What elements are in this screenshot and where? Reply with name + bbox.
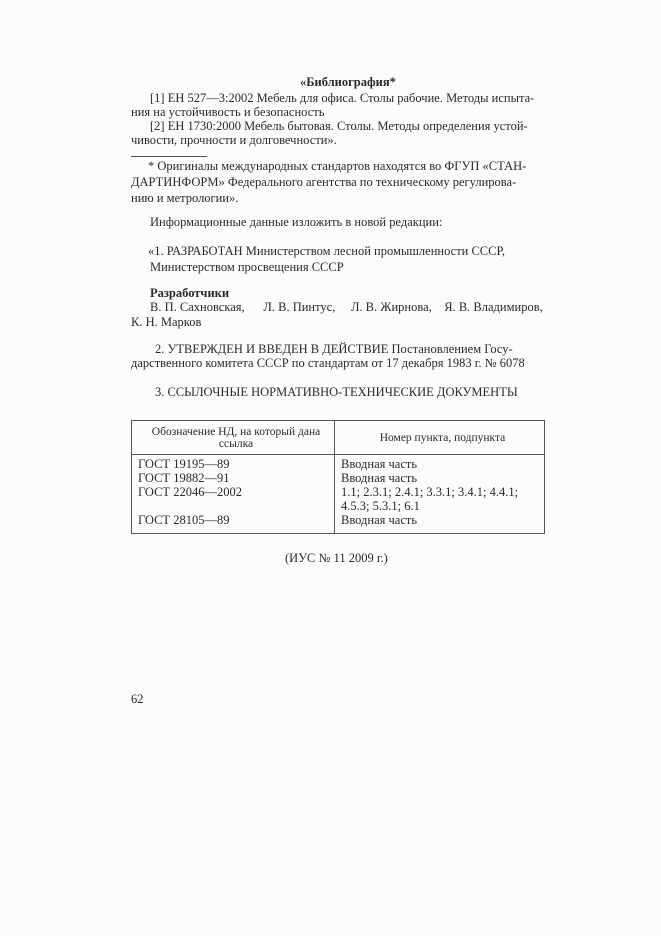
table-cell-clause: 1.1; 2.3.1; 2.4.1; 3.3.1; 3.4.1; 4.4.1; 4.5.3; 5.3.1; 6.1 xyxy=(335,485,545,513)
table-cell-clause: Вводная часть xyxy=(335,455,545,472)
section2-line: дарственного комитета СССР по стандартам от 17 декабря 1983 г. № 6078 xyxy=(131,356,525,370)
footnote-line: нию и метрологии». xyxy=(131,191,239,205)
table-row xyxy=(132,455,545,472)
table-header-cell: Номер пункта, подпункта xyxy=(335,421,545,455)
footnote-line: * Оригиналы международных стандартов находятся во ФГУП «СТАН- xyxy=(148,159,527,173)
info-intro: Информационные данные изложить в новой редакции: xyxy=(150,215,443,229)
table-cell-clause: Вводная часть xyxy=(335,471,545,485)
table-cell-designation: ГОСТ 28105—89 xyxy=(132,513,335,534)
table-cell-designation: ГОСТ 19195—89 xyxy=(132,455,335,472)
bibliography-line: [2] ЕН 1730:2000 Мебель бытовая. Столы. Методы определения устой- xyxy=(150,119,528,133)
table-row xyxy=(132,471,545,485)
footnote-divider xyxy=(131,156,207,157)
table-header-row xyxy=(132,421,545,455)
bibliography-title: «Библиография* xyxy=(300,75,396,89)
bibliography-line: чивости, прочности и долговечности». xyxy=(131,133,337,147)
table-cell-clause: Вводная часть xyxy=(335,513,545,534)
section1-line: «1. РАЗРАБОТАН Министерством лесной промышленности СССР, xyxy=(148,244,506,258)
table-row xyxy=(132,513,545,534)
table-row xyxy=(132,485,545,513)
table-cell-designation: ГОСТ 22046—2002 xyxy=(132,485,335,513)
developers-line: К. Н. Марков xyxy=(131,315,202,329)
table-cell-designation: ГОСТ 19882—91 xyxy=(132,471,335,485)
section1-line: Министерством просвещения СССР xyxy=(150,260,344,274)
page-number: 62 xyxy=(131,692,144,706)
reference-table xyxy=(131,420,545,534)
bibliography-line: [1] ЕН 527—3:2002 Мебель для офиса. Столы рабочие. Методы испыта- xyxy=(150,91,535,105)
section2-line: 2. УТВЕРЖДЕН И ВВЕДЕН В ДЕЙСТВИЕ Постановлением Госу- xyxy=(155,342,513,356)
ius-note: (ИУС № 11 2009 г.) xyxy=(285,551,388,565)
footnote-line: ДАРТИНФОРМ» Федерального агентства по техническому регулирова- xyxy=(131,175,517,189)
section3-title: 3. ССЫЛОЧНЫЕ НОРМАТИВНО-ТЕХНИЧЕСКИЕ ДОКУМЕНТЫ xyxy=(155,385,518,399)
table-header-cell: Обозначение НД, на который дана ссылка xyxy=(132,421,335,455)
developers-heading: Разработчики xyxy=(150,286,230,300)
bibliography-line: ния на устойчивость и безопасность xyxy=(131,105,325,119)
developers-line: В. П. Сахновская, Л. В. Пинтус, Л. В. Жирнова, Я. В. Владимиров, xyxy=(150,300,543,314)
